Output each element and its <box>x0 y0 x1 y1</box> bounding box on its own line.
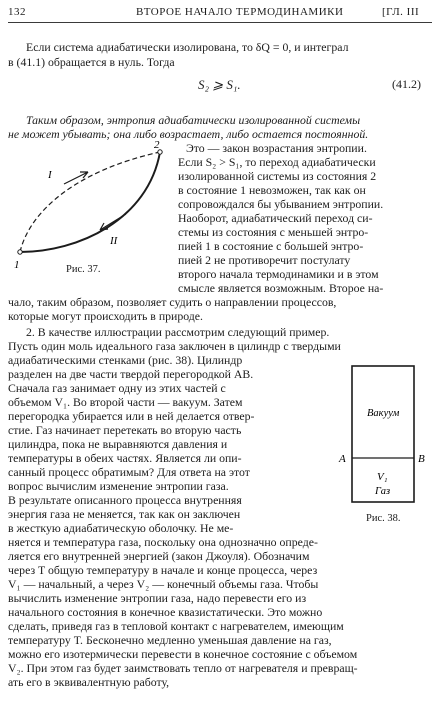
text-line: не может убывать; она либо возрастает, либо остается постоянной. <box>8 127 369 141</box>
text-line: разделен на две части твердой перегородкой AB. <box>8 367 254 381</box>
text-line: вычислить изменение энтропии газа, надо перевести его из <box>8 591 307 605</box>
text-line: ляется его внутренней энергией (закон Джоуля). Обозначим <box>8 549 310 563</box>
equation: S₂ ⩾ S₁. <box>198 77 241 92</box>
text-line: через T общую температуру в начале и конце процесса, через <box>8 563 318 577</box>
text-line: вопрос вычислим изменение энтропии газа. <box>8 479 229 493</box>
text-line: второго начала термодинамики и в этом <box>178 267 379 281</box>
arrow-II <box>100 214 126 230</box>
text-line: В результате описанного процесса внутренняя <box>8 493 242 507</box>
text-line: цилиндра, пока не выравняются давления и <box>8 437 228 451</box>
text-line: ать его в эквивалентную работу, <box>8 675 170 689</box>
figure-37 <box>8 140 180 280</box>
state-point-1 <box>18 250 22 254</box>
text-line: Таким образом, энтропия адиабатически изолированной системы <box>26 113 361 127</box>
text-line: начального состояния в конечное квазистатически. Это можно <box>8 605 323 619</box>
text-line: няется и температура газа, поскольку она однозначно опреде- <box>8 535 318 549</box>
label-2: 2 <box>154 140 160 151</box>
equation-number: (41.2) <box>392 77 421 91</box>
text-line: Это — закон возрастания энтропии. <box>186 141 367 155</box>
running-title: ВТОРОЕ НАЧАЛО ТЕРМОДИНАМИКИ <box>136 6 344 18</box>
text-line: V₁ — начальный, а через V₂ — конечный объемы газа. Чтобы <box>8 577 319 591</box>
text-line: изолированной системы из состояния 2 <box>178 169 377 183</box>
figure-38 <box>334 364 438 524</box>
vacuum-label: Вакуум <box>367 408 400 419</box>
text-line: Сначала газ занимает одну из этих частей с <box>8 381 226 395</box>
text-line: сделать, приведя газ в тепловой контакт с нагревателем, имеющим <box>8 619 344 633</box>
text-line: адиабатическими стенками (рис. 38). Цилиндр <box>8 353 243 367</box>
label-I: I <box>48 169 52 181</box>
text-line: пией 1 в состояние с большей энтро- <box>178 239 364 253</box>
header-rule <box>8 22 432 23</box>
figure-37-caption: Рис. 37. <box>66 264 101 275</box>
text-line: объемом V₁. Во второй части — вакуум. Затем <box>8 395 243 409</box>
text-line: температуру T. Бесконечно медленно уменьшая давление на газ, <box>8 633 332 647</box>
text-line: которые могут происходить в природе. <box>8 309 203 323</box>
text-line: Пусть один моль идеального газа заключен в цилиндр с твердыми <box>8 339 341 353</box>
text-line: можно его изотермически перевести в конечное состояние с объемом <box>8 647 358 661</box>
text-line: 2. В качестве иллюстрации рассмотрим следующий пример. <box>26 325 330 339</box>
text-line: сопровождался бы убыванием энтропии. <box>178 197 384 211</box>
text-line: стемы из состояния с меньшей энтро- <box>178 225 369 239</box>
text-line: V₂. При этом газ будет заимствовать тепло от нагревателя и превращ- <box>8 661 358 675</box>
figure-38-caption: Рис. 38. <box>366 513 401 524</box>
text-line: санный процесс обратимым? Для ответа на этот <box>8 465 250 479</box>
chapter-marker: [ГЛ. III <box>382 6 420 18</box>
text-line: пией 2 не противоречит постулату <box>178 253 351 267</box>
text-line: смысле является возможным. Второе на- <box>178 281 384 295</box>
page-number: 132 <box>8 6 26 18</box>
gas-label: Газ <box>375 486 391 497</box>
text-line: чало, таким образом, позволяет судить о направлении процессов, <box>8 295 337 309</box>
text-line: стие. Газ начинает перетекать во вторую часть <box>8 423 242 437</box>
text-line: в жесткую адиабатическую оболочку. Не ме- <box>8 521 234 535</box>
text-line: температуры в обеих частях. Является ли опи- <box>8 451 242 465</box>
label-A: A <box>339 453 346 465</box>
text-line: Если S₂ > S₁, то переход адиабатически <box>178 155 376 169</box>
label-1: 1 <box>14 259 20 271</box>
arrow-I <box>64 172 88 184</box>
text-line: энергия газа не меняется, так как он заключен <box>8 507 241 521</box>
text-line: Если система адиабатически изолирована, то δQ = 0, и интеграл <box>26 40 349 54</box>
v1-label: V₁ <box>377 471 388 483</box>
label-B: B <box>418 453 425 465</box>
text-line: Наоборот, адиабатический переход си- <box>178 211 373 225</box>
text-line: перегородка убирается или в ней делается отвер- <box>8 409 255 423</box>
curve-path-II <box>20 152 160 252</box>
text-line: в состояние 1 невозможен, так как он <box>178 183 366 197</box>
label-II: II <box>110 235 118 247</box>
text-line: в (41.1) обращается в нуль. Тогда <box>8 55 175 69</box>
